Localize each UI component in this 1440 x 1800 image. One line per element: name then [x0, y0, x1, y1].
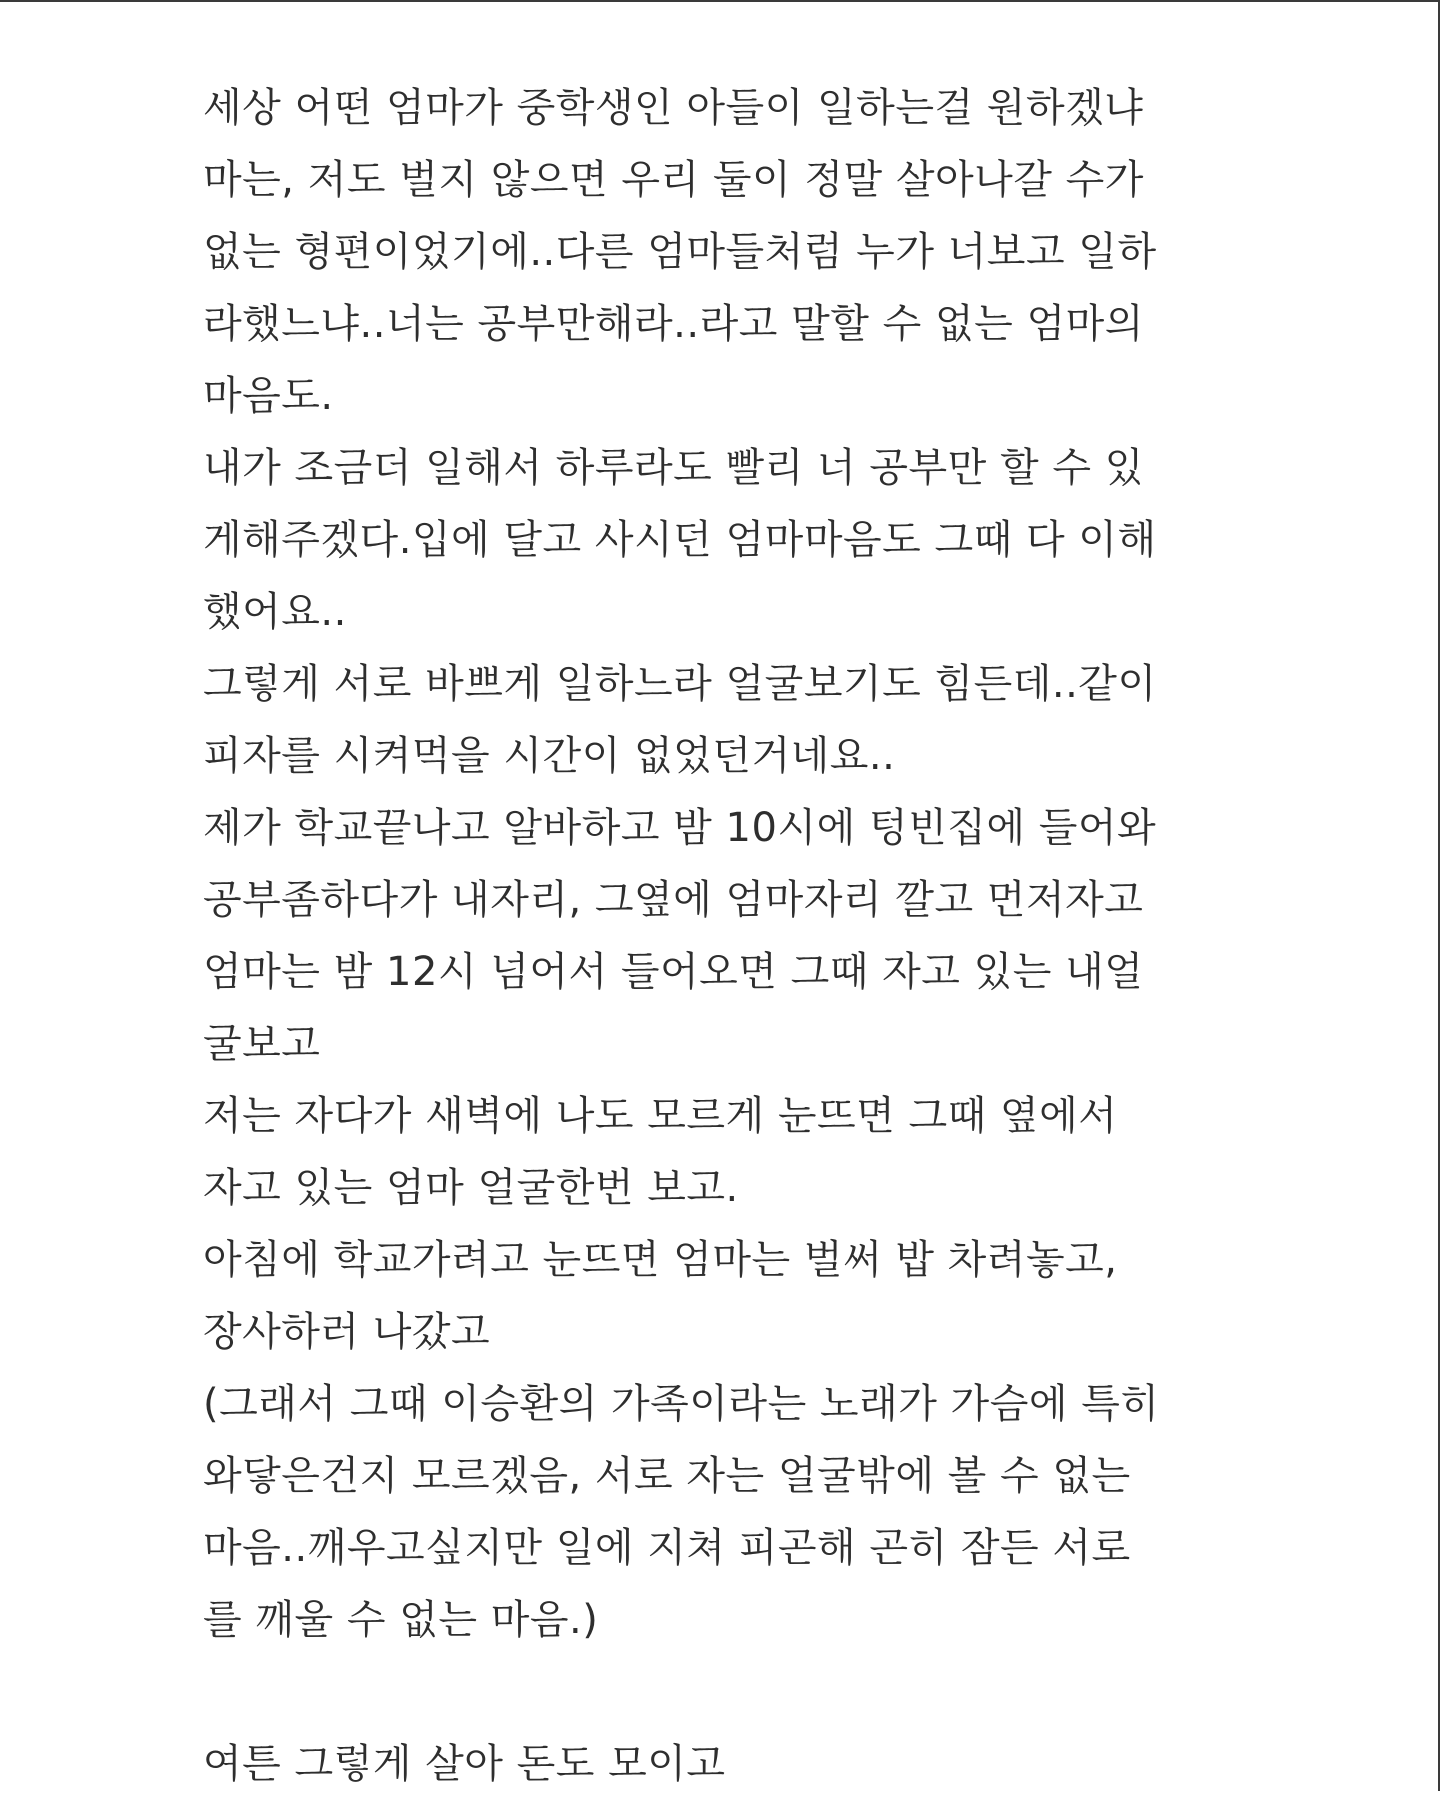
top-border — [0, 0, 1440, 2]
post-body — [203, 72, 1263, 1800]
post-line: 제가 학교끝나고 알바하고 밤 10시에 텅빈집에 들어와 — [203, 805, 1157, 851]
post-line: 저는 자다가 새벽에 나도 모르게 눈뜨면 그때 옆에서 — [203, 1093, 1118, 1139]
post-line: 마음도. — [203, 373, 334, 419]
post-line: 내가 조금더 일해서 하루라도 빨리 너 공부만 할 수 있 — [203, 445, 1144, 491]
post-line: 세상 어떤 엄마가 중학생인 아들이 일하는걸 원하겠냐 — [203, 85, 1144, 131]
post-line: 했어요.. — [203, 589, 347, 635]
post-line: 없는 형편이었기에..다른 엄마들처럼 누가 너보고 일하 — [203, 229, 1157, 275]
post-line: 장사하러 나갔고 — [203, 1309, 491, 1355]
post-line: 피자를 시켜먹을 시간이 없었던거네요.. — [203, 733, 896, 779]
post-line: 굴보고 — [203, 1021, 321, 1067]
post-line: 엄마는 밤 12시 넘어서 들어오면 그때 자고 있는 내얼 — [203, 949, 1144, 995]
post-line: 마음..깨우고싶지만 일에 지쳐 피곤해 곤히 잠든 서로 — [203, 1525, 1131, 1571]
paragraph-gap — [203, 1656, 1263, 1728]
post-line: 와닿은건지 모르겠음, 서로 자는 얼굴밖에 볼 수 없는 — [203, 1453, 1131, 1499]
post-line: (그래서 그때 이승환의 가족이라는 노래가 가슴에 특히 — [203, 1381, 1160, 1427]
post-line: 그렇게 서로 바쁘게 일하느라 얼굴보기도 힘든데..같이 — [203, 661, 1157, 707]
post-line: 게해주겠다.입에 달고 사시던 엄마마음도 그때 다 이해 — [203, 517, 1157, 563]
post-line: 를 깨울 수 없는 마음.) — [203, 1597, 599, 1643]
post-line: 아침에 학교가려고 눈뜨면 엄마는 벌써 밥 차려놓고, — [203, 1237, 1118, 1283]
post-line: 라했느냐..너는 공부만해라..라고 말할 수 없는 엄마의 — [203, 301, 1144, 347]
post-line: 마는, 저도 벌지 않으면 우리 둘이 정말 살아나갈 수가 — [203, 157, 1144, 203]
post-line: 자고 있는 엄마 얼굴한번 보고. — [203, 1165, 739, 1211]
post-final-line: 여튼 그렇게 살아 돈도 모이고 — [203, 1741, 726, 1787]
post-line: 공부좀하다가 내자리, 그옆에 엄마자리 깔고 먼저자고 — [203, 877, 1144, 923]
